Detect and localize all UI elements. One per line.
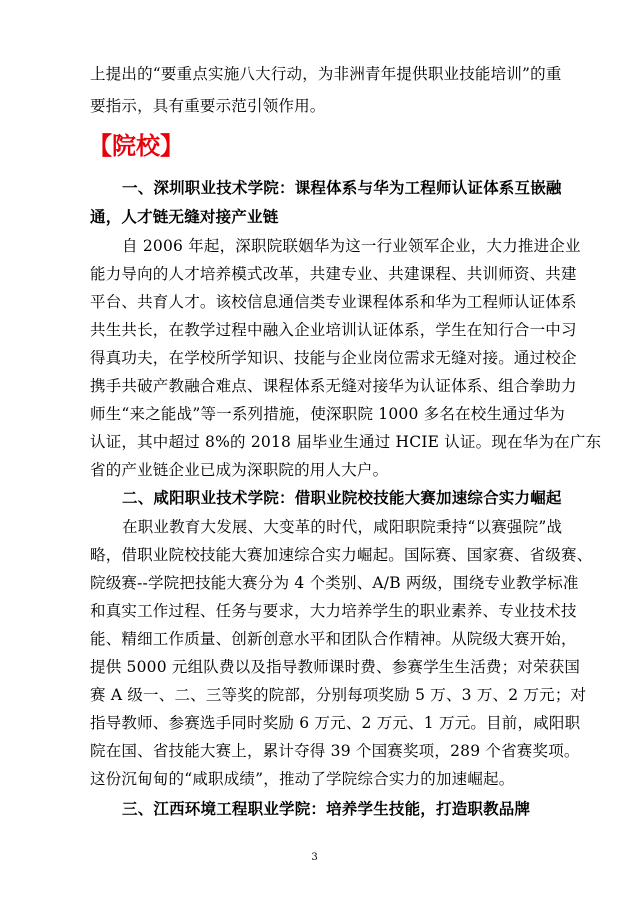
case1-heading-line-2: 通，人才链无缝对接产业链: [90, 208, 279, 226]
case1-body-line-4: 共生共长，在教学过程中融入企业培训认证体系，学生在知行合一中习: [90, 321, 577, 339]
case1-body-line-6: 携手共破产教融合难点、课程体系无缝对接华为认证体系、组合拳助力: [90, 377, 577, 395]
case2-body-line-8: 指导教师、参赛选手同时奖励 6 万元、2 万元、1 万元。目前，咸阳职: [90, 714, 581, 732]
intro-line-2: 要指示，具有重要示范引领作用。: [90, 97, 326, 115]
case1-body-line-8: 认证，其中超过 8%的 2018 届毕业生通过 HCIE 认证。现在华为在广东: [90, 433, 602, 451]
case1-body-line-1: 自 2006 年起，深职院联姻华为这一行业领军企业，大力推进企业: [122, 237, 581, 255]
case3-heading-line-1: 三、江西环境工程职业学院：培养学生技能，打造职教品牌: [122, 800, 531, 818]
case2-body-line-3: 院级赛--学院把技能大赛分为 4 个类别、A/B 两级，围绕专业教学标准: [90, 574, 579, 592]
case2-body-line-7: 赛 A 级一、二、三等奖的院部，分别每项奖励 5 万、3 万、2 万元；对: [90, 686, 587, 704]
case2-body-line-9: 院在国、省技能大赛上，累计夺得 39 个国赛奖项，289 个省赛奖项。: [90, 742, 580, 760]
case2-body-line-10: 这份沉甸甸的“咸职成绩”，推动了学院综合实力的加速崛起。: [90, 770, 515, 788]
intro-line-1: 上提出的“要重点实施八大行动，为非洲青年提供职业技能培训”的重: [90, 65, 562, 83]
case2-body-line-5: 能、精细工作质量、创新创意水平和团队合作精神。从院级大赛开始，: [90, 630, 577, 648]
case2-body-line-4: 和真实工作过程、任务与要求，大力培养学生的职业素养、专业技术技: [90, 602, 577, 620]
case2-body-line-2: 略，借职业院校技能大赛加速综合实力崛起。国际赛、国家赛、省级赛、: [90, 546, 593, 564]
case1-body-line-7: 师生“来之能战”等一系列措施，使深职院 1000 多名在校生通过华为: [90, 405, 565, 423]
case2-body-line-1: 在职业教育大发展、大变革的时代，咸阳职院秉持“以赛强院”战: [122, 518, 563, 536]
case2-body-line-6: 提供 5000 元组队费以及指导教师课时费、参赛学生生活费；对荣获国: [90, 658, 581, 676]
case1-body-line-2: 能力导向的人才培养模式改革，共建专业、共建课程、共训师资、共建: [90, 265, 577, 283]
case1-body-line-5: 得真功夫，在学校所学知识、技能与企业岗位需求无缝对接。通过校企: [90, 349, 577, 367]
case1-body-line-3: 平台、共育人才。该校信息通信类专业课程体系和华为工程师认证体系: [90, 293, 577, 311]
section-title: 【院校】: [88, 132, 184, 160]
case1-body-line-9: 省的产业链企业已成为深职院的用人大户。: [90, 461, 389, 479]
case2-heading-line-1: 二、咸阳职业技术学院：借职业院校技能大赛加速综合实力崛起: [122, 489, 562, 507]
case1-heading-line-1: 一、深圳职业技术学院：课程体系与华为工程师认证体系互嵌融: [122, 179, 562, 197]
page-number: 3: [311, 852, 318, 863]
